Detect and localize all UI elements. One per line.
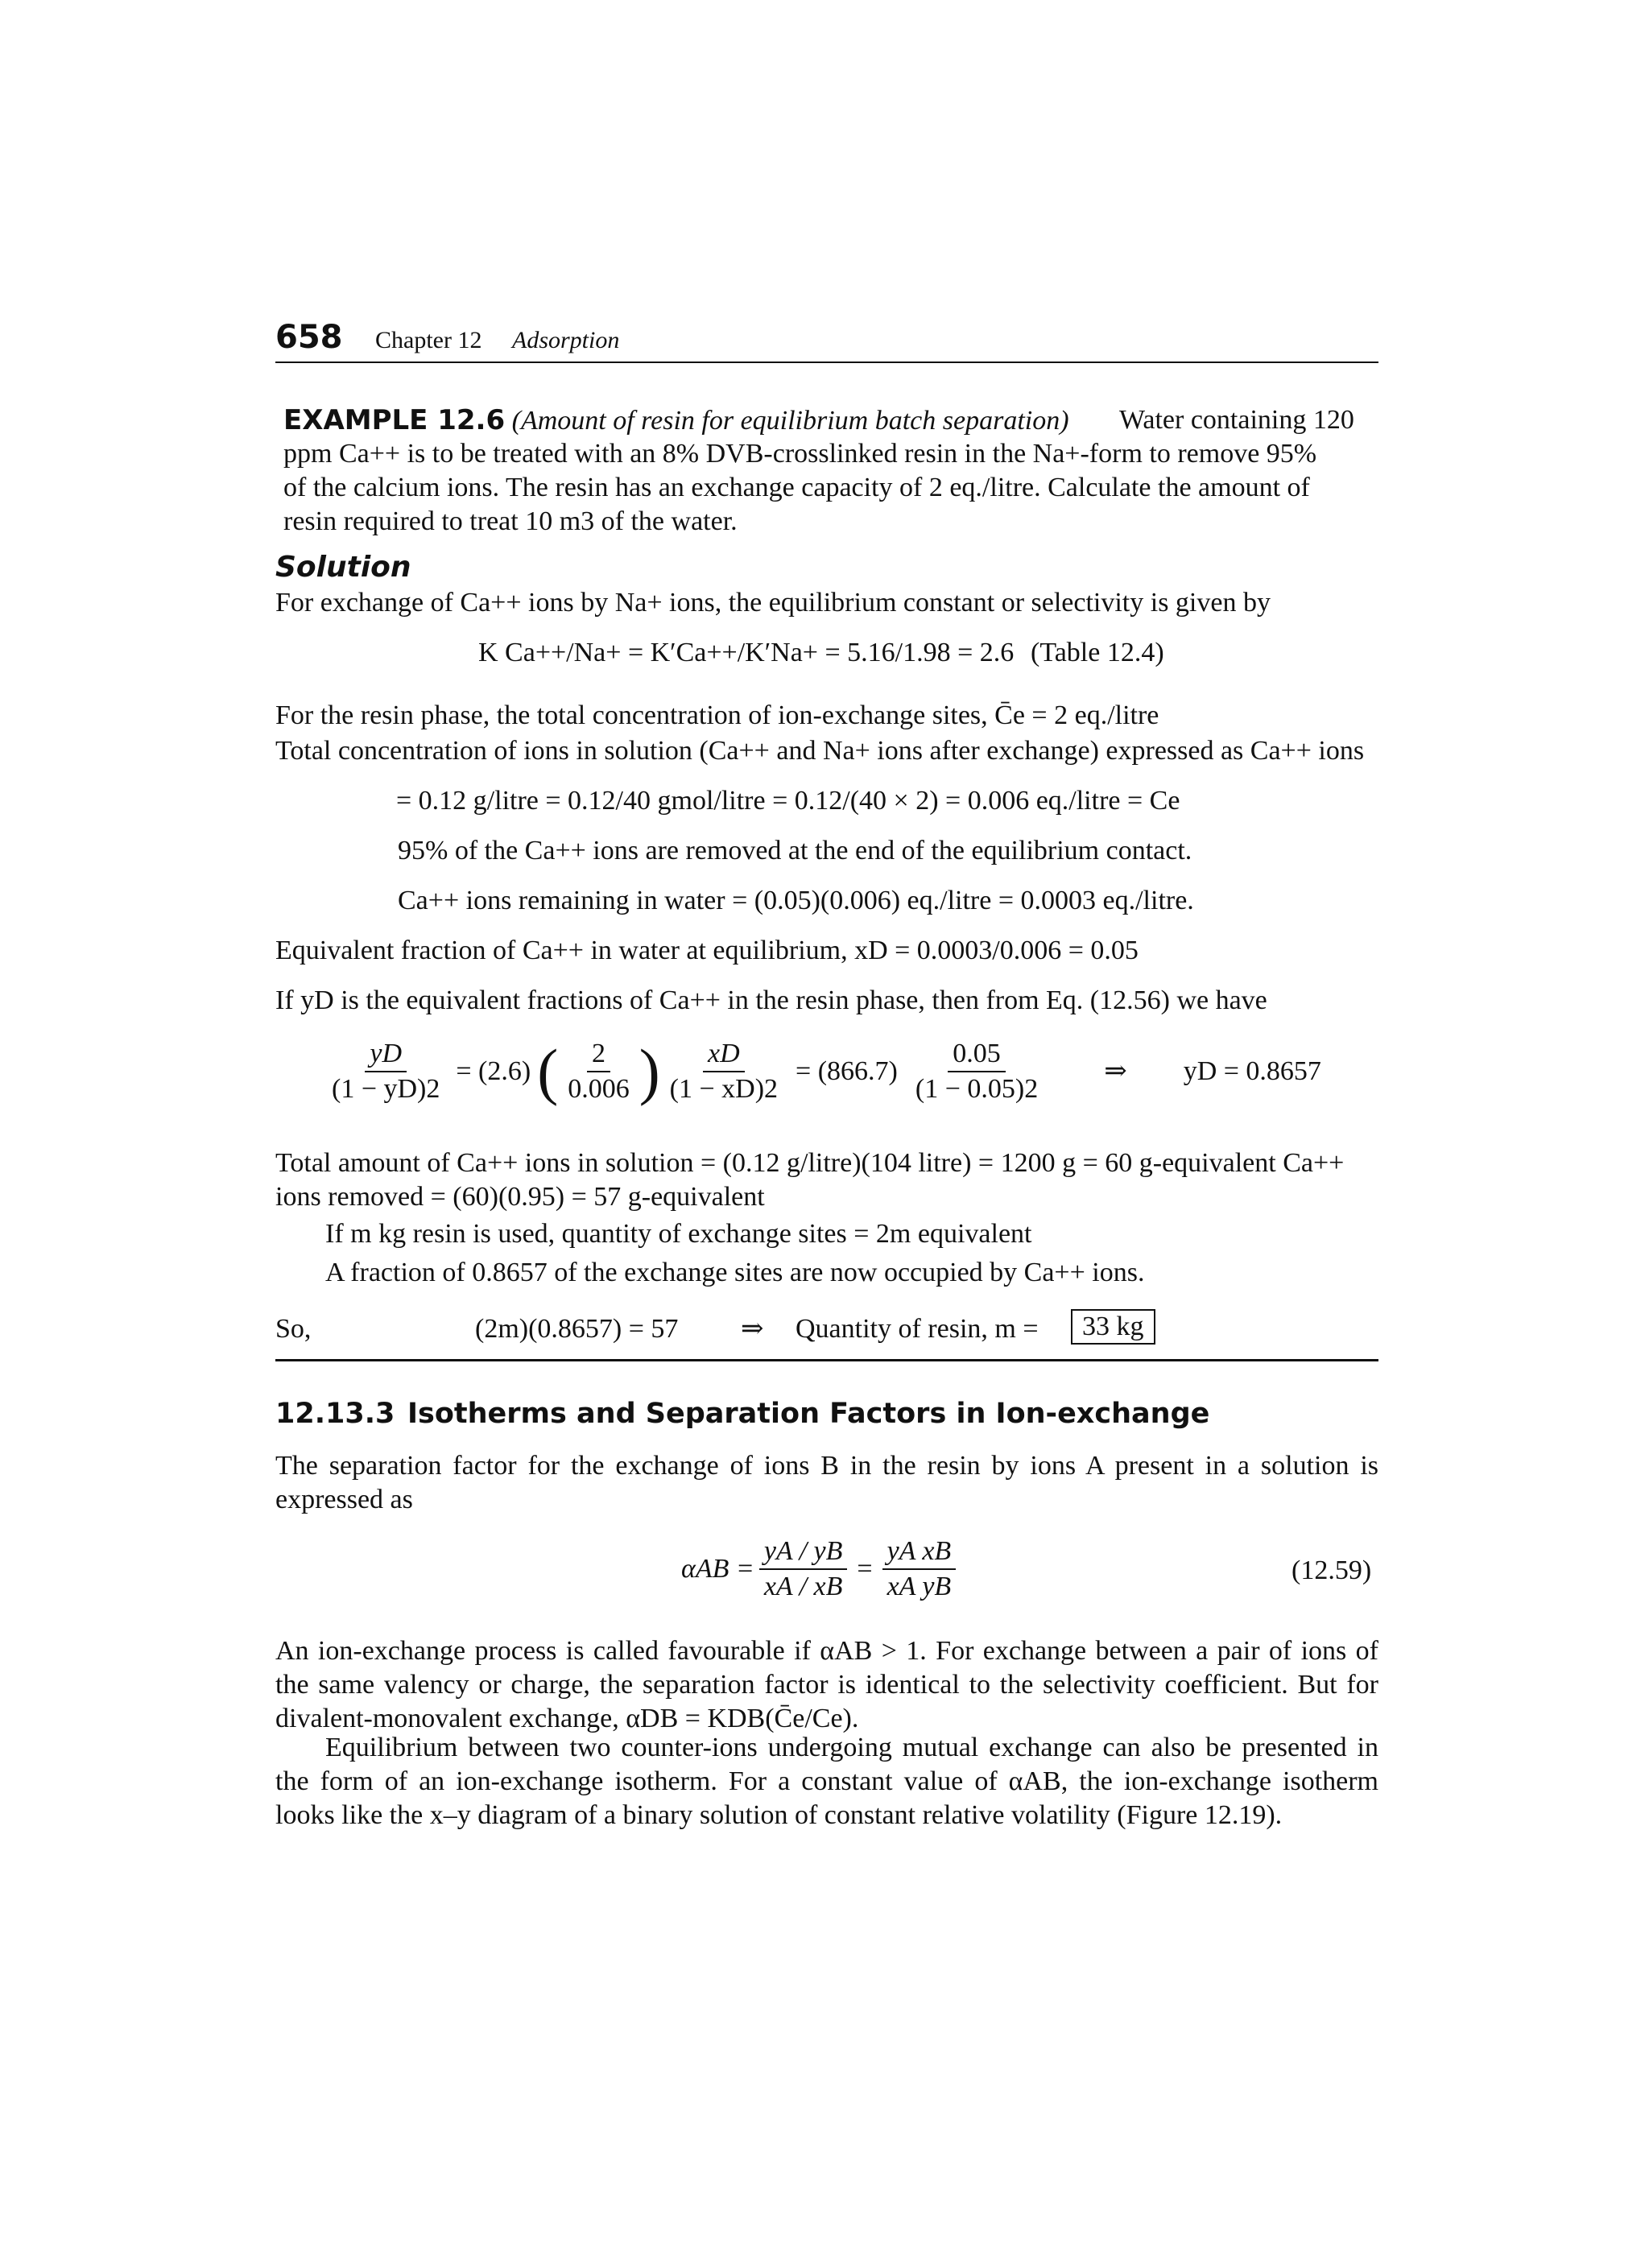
- section-paragraph-3: Equilibrium between two counter-ions undergoing mutual exchange can also be presented in the form of an ion-exchange isotherm. For a constant value of αAB, the ion-exchange isotherm looks like the x–y diagram of a binary solution of constant relative volatility (Figure 12.19).: [275, 1733, 1378, 1830]
- section-paragraph-1: The separation factor for the exchange of ions B in the resin by ions A present in a solution is expressed as: [275, 1451, 1378, 1514]
- if-yd-text: If yD is the equivalent fractions of Ca++ in the resin phase, then from Eq. (12.56) we have: [275, 985, 1267, 1015]
- section-title: Isotherms and Separation Factors in Ion-exchange: [407, 1398, 1210, 1430]
- equation-yd: $\frac{yD}{(1 - yD)2}$ = (2.6) ( $\frac{2}{0.006}$ ) $\frac{xD}{(1 - xD)2}$ = (866.7) $\frac{0.05}{(1 - 0.05)2}$ ⇒ yD = 0.8657: [322, 1039, 1321, 1105]
- equation-selectivity: K Ca++/Na+ = K′Ca++/K′Na+ = 5.16/1.98 = 2.6: [478, 638, 1015, 667]
- resin-phase-text: For the resin phase, the total concentration of ion-exchange sites, C̄e = 2 eq./litre: [275, 700, 1159, 730]
- page-number: 658: [275, 319, 343, 356]
- example-problem-line-4: resin required to treat 10 m3 of the water.: [283, 506, 738, 536]
- implies-arrow: ⇒: [1104, 1056, 1127, 1086]
- example-label: EXAMPLE 12.6: [283, 404, 506, 436]
- final-text: Quantity of resin, m =: [796, 1314, 1039, 1344]
- solution-heading: Solution: [275, 551, 411, 584]
- fraction-ratio-1: $\frac{yA / yB}{xA / xB}$: [759, 1536, 848, 1602]
- fraction-yd: $\frac{yD}{(1 - yD)2}$: [332, 1039, 440, 1104]
- final-equation: (2m)(0.8657) = 57: [475, 1314, 679, 1344]
- fraction-xd: $\frac{xD}{(1 - xD)2}$: [669, 1039, 779, 1104]
- equation-concentration: = 0.12 g/litre = 0.12/40 gmol/litre = 0.12/(40 × 2) = 0.006 eq./litre = Ce: [396, 786, 1180, 816]
- equation-separation-factor: αAB = $\frac{yA / yB}{xA / xB}$ = $\frac{\text{yA xB}}{\text{xA yB}}$: [681, 1536, 961, 1602]
- total-concentration-text: Total concentration of ions in solution (Ca++ and Na+ ions after exchange) expressed as Ca++ ions: [275, 736, 1365, 766]
- remaining-text: Ca++ ions remaining in water = (0.05)(0.006) eq./litre = 0.0003 eq./litre.: [398, 886, 1194, 915]
- example-problem-line-2: ppm Ca++ is to be treated with an 8% DVB-crosslinked resin in the Na+-form to remove 95%: [283, 439, 1317, 469]
- example-problem-line-1: Water containing 120: [1119, 405, 1354, 435]
- section-number: 12.13.3: [275, 1398, 395, 1430]
- fraction-005: $\frac{0.05}{(1 - 0.05)2}$: [915, 1039, 1039, 1104]
- total-amount-line-2: ions removed = (60)(0.95) = 57 g-equivalent: [275, 1182, 765, 1212]
- fraction-occupied-text: A fraction of 0.8657 of the exchange sites are now occupied by Ca++ ions.: [325, 1258, 1145, 1287]
- total-amount-line-1: Total amount of Ca++ ions in solution = (0.12 g/litre)(104 litre) = 1200 g = 60 g-equivalent Ca++: [275, 1148, 1345, 1178]
- example-line-1: [283, 403, 1069, 438]
- final-arrow: ⇒: [741, 1314, 764, 1344]
- solution-intro: For exchange of Ca++ ions by Na+ ions, the equilibrium constant or selectivity is given by: [275, 588, 1271, 618]
- chapter-label: Chapter 12: [375, 327, 482, 353]
- yd-result: yD = 0.8657: [1183, 1056, 1321, 1086]
- fraction-ratio-2: $\frac{\text{yA xB}}{\text{xA yB}}$: [882, 1536, 957, 1602]
- equivalent-fraction-text: Equivalent fraction of Ca++ in water at equilibrium, xD = 0.0003/0.006 = 0.05: [275, 936, 1139, 965]
- answer-box: 33 kg: [1071, 1309, 1155, 1345]
- fraction-2-over-0006: $\frac{2}{0.006}$: [568, 1039, 630, 1104]
- header-rule: [275, 361, 1378, 363]
- section-paragraph-2: An ion-exchange process is called favourable if αAB > 1. For exchange between a pair of ions of the same valency or charge, the separation factor is identical to the selectivity coefficient. But for divalent-monovalent exchange, αDB = KDB(C̄e/Ce).: [275, 1636, 1378, 1733]
- equation-number: (12.59): [1292, 1555, 1372, 1585]
- if-m-text: If m kg resin is used, quantity of exchange sites = 2m equivalent: [325, 1219, 1032, 1249]
- chapter-title: Adsorption: [512, 327, 620, 353]
- example-problem-line-3: of the calcium ions. The resin has an exchange capacity of 2 eq./litre. Calculate the amount of: [283, 473, 1310, 502]
- example-end-rule: [275, 1359, 1378, 1361]
- example-subtitle: (Amount of resin for equilibrium batch separation): [511, 406, 1069, 436]
- equation-selectivity-ref: (Table 12.4): [1031, 638, 1164, 667]
- removed-text: 95% of the Ca++ ions are removed at the end of the equilibrium contact.: [398, 836, 1192, 865]
- so-label: So,: [275, 1314, 312, 1344]
